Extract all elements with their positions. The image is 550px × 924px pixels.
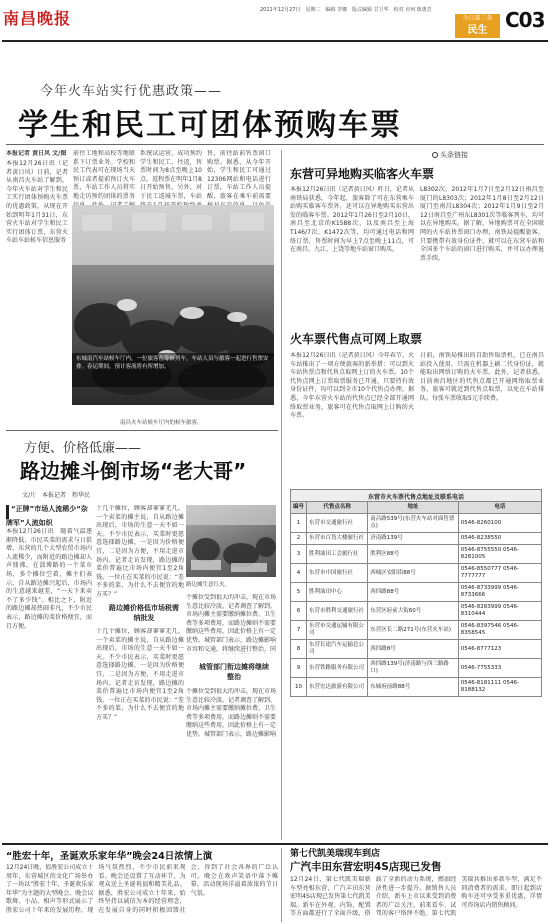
table-header-phone: 电话 — [458, 502, 541, 514]
side-tag-label: 头条链接 — [440, 151, 468, 159]
cell-name: 胜利油田中心 — [307, 583, 368, 602]
cell-phone: 0546-8238550 — [458, 533, 541, 545]
cell-num: 4 — [291, 564, 307, 583]
table-header-address: 地址 — [368, 502, 459, 514]
cell-phone: 0546-8181111 0546-8188132 — [458, 678, 541, 697]
bottom-left-body: 12月24日晚，值胜宏公司成立十周年，东营城区的文化广场举办了一场以“胜宏十年，圣诞欢乐家年华”为主题的大型晚会。晚会以歌舞、小品、相声等形式展示了胜宏公司十年来的发展历程，现场气氛热烈，不少市民前来观看。晚会还设置了互动环节，为观众送上圣诞祝福和精美礼品。据悉，胜宏公司成立十年来，始终坚持以诚信为本的经营理念，在发展自身的同时积极回馈社会，得到了社会各界的广泛认可。晚会在欢声笑语中落下帷幕，活动现场洋溢着浓浓的节日气氛。 — [6, 864, 278, 914]
cell-address: 西四路88号 — [368, 583, 459, 602]
sub1-marker — [6, 505, 9, 519]
table-row — [291, 583, 542, 602]
masthead-logo: 南昌晚报 — [3, 9, 72, 28]
cell-address: 东营区府前大街60号 — [368, 602, 459, 621]
cell-address: 南昌路539号(东营火车站对面售票点) — [368, 514, 459, 533]
cell-name: 东营宏达旅游有限公司 — [307, 678, 368, 697]
bullet-icon — [432, 152, 438, 158]
page-number: C03 — [505, 8, 545, 32]
article2-col-b: 十几个摊位，顾客却寥寥无几。一个卖菜的摊主说，自从路边摊出现后，市场的生意一天不如一天。不少市民表示，买菜时更愿意选择路边摊，一是因为价格便宜，二是因为方便，不用走进市场内。记者走访发现，路边摊的菜价普遍比市场内便宜1至2角钱。一位正在买菜的市民说：“差不多的菜，为什么不去便宜的地方买？” — [96, 505, 184, 598]
cell-num: 9 — [291, 659, 307, 678]
body-col-1: 本报12月26日讯（记者黄日风）日前，记者从南昌火车站了解到，今年火车站对学生和民工实行团体预购火车票的优惠政策。从现在开始到明年1月31日，东营火车站对学生和民工实行团体订票，东营火车站车站候车信息服务 — [6, 160, 68, 245]
article2-byline: 文/片 本报记者 程华民 — [22, 492, 91, 499]
cell-phone: 0546-8733999 0546-8733666 — [458, 583, 541, 602]
bottom-right-title: 第七代凯美瑞现车到店 — [290, 849, 381, 859]
cell-address: 胜利区88号 — [368, 545, 459, 564]
masthead-meta: 2011年12月27日 星期二 编辑 李娜 版式编辑 甘卫华 校对 应珂 陈惠芳 — [260, 7, 432, 13]
table-row — [291, 640, 542, 659]
article2-sub3: 城管部门衔边摊将继续整治 — [199, 663, 269, 681]
cell-num: 6 — [291, 602, 307, 621]
article2-kicker: 方便、价格低廉—— — [24, 441, 142, 456]
table-row — [291, 564, 542, 583]
article2-col-c-cont: 个摊位受到很大的冲击，现在市场生意比较冷淡。记者调查了解到，市场内摊主需要缴纳摊位费、卫生费等多项费用，而路边摊则不需要缴纳这些费用，因此价格上有一定优势。城管部门表示，路边摊影响 — [186, 688, 276, 738]
market-photo-shape — [186, 505, 276, 577]
bottom-left-title: “胜宏十年，圣诞欢乐家年华”晚会24日浓情上演 — [6, 851, 213, 862]
side2-title: 火车票代售点可网上取票 — [290, 332, 423, 346]
cell-name: 东营长途汽车运输总公司 — [307, 640, 368, 659]
cell-name: 东营市交通运输有限公司 — [307, 621, 368, 640]
article2-col-c: 个摊位受到很大的冲击，现在市场生意比较冷淡。记者调查了解到，市场内摊主需要缴纳摊位费、卫生费等多项费用，而路边摊则不需要缴纳这些费用，因此价格上有一定优势。城管部门表示，路边摊影响市容和交通，将继续进行整治，同 — [186, 594, 276, 653]
cell-phone: 0546-8397546 0546-8358545 — [458, 621, 541, 640]
cell-address: 西四路139号(济南路与西三路路口) — [368, 659, 459, 678]
masthead — [0, 0, 550, 40]
bottom-right-body: 12月24日，第七代凯美瑞新车型亮相东营，广汽丰田东营宏明4S店现已发售第七代凯美瑞。新车在外观、内饰、配置等方面都进行了全面升级，搭载了全新的动力系统，燃油经济性进一步提升。据销售人员介绍，新车上市以来受到消费者的广泛关注，前来看车、试驾的客户络绎不绝。第七代凯美瑞共推出多款车型，满足不同消费者的需求。即日起到店购车还可享受多重优惠，详情可咨询店内销售顾问。 — [290, 876, 542, 918]
side-tag — [432, 150, 468, 160]
table-row — [291, 678, 542, 697]
station-photo — [72, 205, 274, 405]
cell-num: 10 — [291, 678, 307, 697]
cell-address: 济南路139号 — [368, 533, 459, 545]
article2-title: 路边摊斗倒市场“老大哥” — [20, 459, 247, 483]
cell-num: 5 — [291, 583, 307, 602]
article2-col-b-cont: 十几个摊位，顾客却寥寥无几。一个卖菜的摊主说，自从路边摊出现后，市场的生意一天不如一天。不少市民表示，买菜时更愿意选择路边摊，一是因为价格便宜，二是因为方便，不用走进市场内。记者走访发现，路边摊的菜价普遍比市场内便宜1至2角钱。一位正在买菜的市民说：“差不多的菜，为什么不去便宜的地方买？” — [96, 628, 184, 721]
table-row — [291, 602, 542, 621]
headline-title: 学生和民工可团体预购车票 — [18, 108, 402, 143]
side1-title: 东营可异地购买临客火车票 — [290, 167, 435, 181]
body-col-3: 系统试运营，成功预约学生和民工，往返，售票时间为8点至晚上10点。返程票在明年1月8日开始预售。另外，对于民工返城车票，车站 — [140, 150, 202, 200]
side2-col-a: 本报12月26日讯（记者黄日风）今年春节，火车站推出了一项方便旅客的新举措：可以到火车站售票点和代售点取网上订的火车票。10个代售点网上订票取票服务已开通，只要持有效身份证件，均可以到全市10个代售点办理。据悉，今年东营火车站的代售点已经全部开通网络取票业务，旅客可在代售点取网上订购的火车票。 — [290, 352, 414, 420]
photo-caption-overlay: 东城南汽车站候车厅内，一位旅客在等候列车，车站人员与旅客一起进行售票安排。春运期间，预计客流将有所增加。 — [76, 356, 269, 370]
cell-address: 东城府前路88号 — [368, 678, 459, 697]
article2-col-a: 本报12月26日讯 随着气温逐渐降低，市民买菜的需求与日俱增。东营的几个大型农贸市场内人流稀少，而附近的路边摊却人声鼎沸。在淄博路的一个菜市场，多个摊位空着，摊主们表示，自从路边摊兴起后，市场内的生意越来越差，“一天下来卖不了多少钱”。相比之下，附近的路边摊却热闹非凡，不少市民表示，路边摊的菜价格便宜，而且方便。 — [6, 528, 92, 630]
table-row — [291, 659, 542, 678]
market-photo-caption: 路边摊生意红火。 — [186, 582, 231, 588]
article2-sub1 — [6, 505, 92, 528]
body-col-2: 前往工地和高校等地联系下订票业务。学校和民工代表可在现场当天预订或者提前预订火车票，车站工作人员将实地走访预约团体的票务 — [73, 150, 135, 200]
cell-phone: 0546-8777123 — [458, 640, 541, 659]
cell-num: 3 — [291, 545, 307, 564]
cell-phone: 0546-8755550 0546-8281005 — [458, 545, 541, 564]
masthead-rule — [2, 40, 548, 42]
bottom-divider — [281, 848, 282, 922]
side2-col-b: 日前，南铁局推出的自助售取票机，已在南昌站投入使用，只需在机器上刷二代身份证，就能取出网络订购的火车票。此外，记者获悉，目前南昌地区的代售点都已开通网络取票业务，旅客可就近到代售点取票，以免在车站排队。每张车票收取5元手续费。 — [420, 352, 544, 402]
side1-col-a: 本报12月26日讯（记者黄日风）昨日，记者从南铁局获悉，今年起，旅客除了可在东营乘车站购买临客车票外，还可以在异地购买东营出发的临客车票。2012年1月26日至2月10日，南昌至北京的K1588次，以及南昌至上海T146/7次、K1472次等，均可通过电话和网络订票，售票时间为早上7点至晚上11点，可在南昌、九江、上饶等地车站窗口购买。 — [290, 186, 414, 254]
outlet-table-wrap — [290, 501, 542, 821]
table-header-name: 代售点名称 — [307, 502, 368, 514]
cell-num: 8 — [291, 640, 307, 659]
table-row — [291, 621, 542, 640]
cell-address: 东营区长二路271号(东营火车站) — [368, 621, 459, 640]
cell-name: 东营市中国旅行社 — [307, 564, 368, 583]
cell-name: 胜利油田工会旅行社 — [307, 545, 368, 564]
body-col-4: 售，前往站前售票窗口购票。据悉，从今年开始，学生和民工可通过12306网站和电话进行订票，车站工作人员提醒，旅客在乘车前需要 — [207, 150, 271, 200]
cell-phone: 0546-8283999 0546-8310444 — [458, 602, 541, 621]
cell-phone: 0546-8550777 0546-7777777 — [458, 564, 541, 583]
side1-col-b: L8302次、2012年1月7日至2月12日南昌至厦门的L8303次；2012年1月8日至2月12日厦门至南昌L8304次；2012年1月9日至2月12日南昌至广州东L8301次等临客列车，均可以在异地购买。据了解，异地购票可在全国联网的火车站售票窗口办理，南铁局提醒旅客，只要携带有效身份证件，就可以在东营车站和全国多个车站的窗口进行购买，并可以办理退票手续。 — [420, 186, 544, 262]
outlet-table-title: 东营市火车票代售点地址及联系电话 — [290, 489, 542, 504]
cell-phone: 0546-8260100 — [458, 514, 541, 533]
market-photo — [186, 505, 276, 577]
byline: 本报记者 黄日风 文/图 — [6, 150, 67, 157]
table-row — [291, 533, 542, 545]
photo-credit: 南昌火车站候车厅内的候车旅客。 — [120, 420, 203, 426]
cell-name: 东营市交通旅行社 — [307, 514, 368, 533]
photo-crowd-shape — [72, 205, 274, 405]
sub1-text: “正牌”市场人流稀少“杂牌军”人流如织 — [6, 505, 88, 527]
cell-address: 西四路8号 — [368, 640, 459, 659]
table-row — [291, 514, 542, 533]
cell-num: 1 — [291, 514, 307, 533]
outlet-table — [290, 501, 542, 697]
cell-phone: 0546-7755333 — [458, 659, 541, 678]
table-header-num: 编号 — [291, 502, 307, 514]
cell-name: 东营市胜利交通旅行社 — [307, 602, 368, 621]
column-divider — [281, 150, 282, 840]
article2-sub2: 路边摊价格低市场税需纳批发 — [109, 604, 179, 622]
article2-rule — [6, 430, 278, 431]
cell-num: 2 — [291, 533, 307, 545]
cell-num: 7 — [291, 621, 307, 640]
headline-kicker: 今年火车站实行优惠政策—— — [40, 84, 223, 99]
bottom-rule — [2, 843, 548, 845]
cell-address: 西城区安阳街88号 — [368, 564, 459, 583]
bottom-right-subtitle: 广汽丰田东营宏明4S店现已发售 — [290, 861, 442, 873]
section-badge: 民生 — [455, 24, 500, 38]
today-badge: 今日第三条 — [455, 14, 500, 24]
headline-rule — [6, 144, 544, 145]
cell-name: 东营铁路服务有限公司 — [307, 659, 368, 678]
table-row — [291, 545, 542, 564]
cell-name: 东营市百货大楼旅行社 — [307, 533, 368, 545]
outlet-table-body — [291, 514, 542, 697]
